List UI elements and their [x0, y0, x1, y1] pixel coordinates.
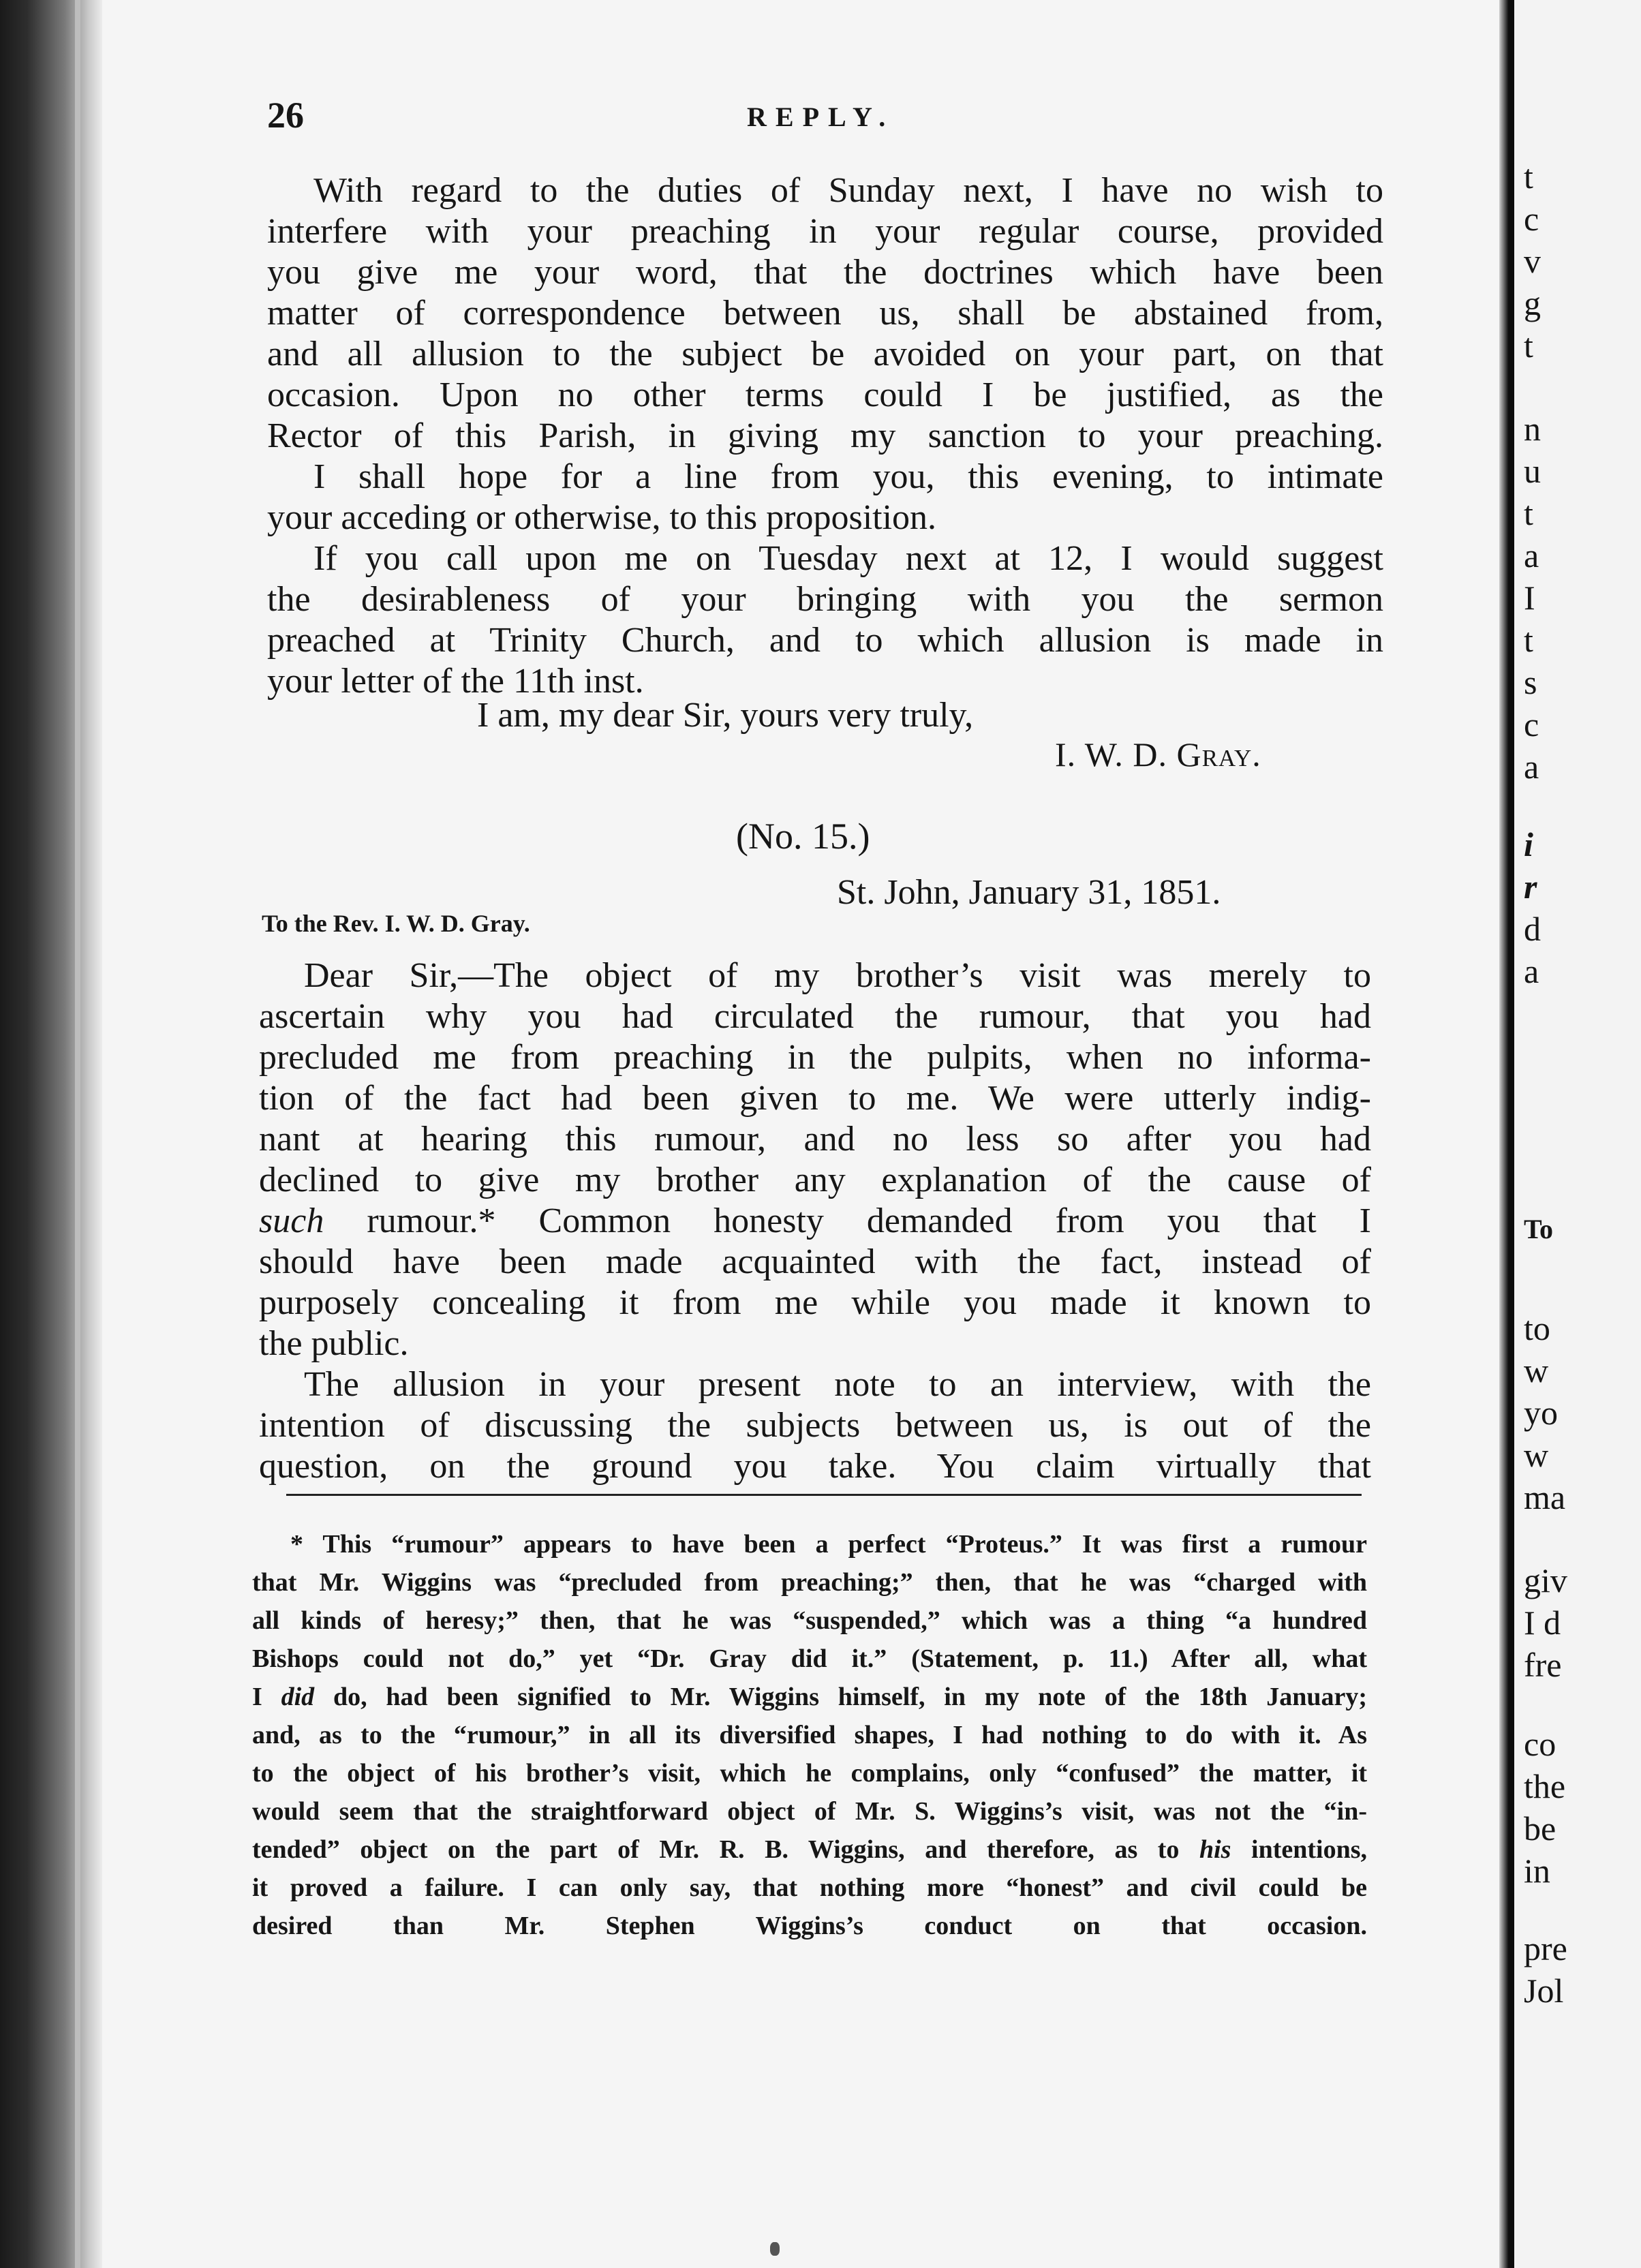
footnote-line: that Mr. Wiggins was “precluded from preaching;” then, that he was “charged with	[252, 1568, 1367, 1597]
adjacent-text: yo	[1524, 1394, 1558, 1432]
body-line: your acceding or otherwise, to this proposition.	[267, 498, 937, 537]
adjacent-text: a	[1524, 952, 1539, 990]
footnote-line: Bishops could not do,” yet “Dr. Gray did it.” (Statement, p. 11.) After all, what	[252, 1644, 1367, 1673]
adjacent-text: I	[1524, 579, 1535, 617]
adjacent-text: d	[1524, 910, 1541, 948]
adjacent-text: t	[1524, 494, 1533, 532]
adjacent-text: a	[1524, 536, 1539, 574]
adjacent-text: i	[1524, 825, 1533, 863]
body-line: If you call upon me on Tuesday next at 12, I would suggest	[313, 539, 1383, 578]
body-line: and all allusion to the subject be avoided on your part, on that	[267, 335, 1383, 373]
body-line: you give me your word, that the doctrines which have been	[267, 253, 1383, 292]
adjacent-text: giv	[1524, 1561, 1567, 1599]
adjacent-text: t	[1524, 157, 1533, 196]
adjacent-text: To	[1524, 1214, 1554, 1244]
body-line: question, on the ground you take. You claim virtually that	[259, 1447, 1371, 1486]
adjacent-page-fragment	[1514, 0, 1641, 2268]
adjacent-text: Jol	[1524, 1972, 1564, 2010]
body-line: the public.	[259, 1324, 409, 1363]
body-line: nant at hearing this rumour, and no less so after you had	[259, 1120, 1371, 1159]
adjacent-text: s	[1524, 663, 1537, 701]
footnote-text: I	[252, 1683, 281, 1711]
adjacent-text: u	[1524, 452, 1541, 490]
letter-closing: I am, my dear Sir, yours very truly,	[477, 696, 974, 735]
running-head: REPLY.	[747, 102, 895, 132]
emphasis-text: such	[259, 1201, 324, 1240]
body-line: should have been made acquainted with the fact, instead of	[259, 1242, 1371, 1281]
footnote-line: to the object of his brother’s visit, which he complains, only “confused” the matter, it	[252, 1759, 1367, 1788]
adjacent-text: ma	[1524, 1478, 1566, 1516]
letter-number: (No. 15.)	[736, 816, 870, 857]
footnote-rule	[286, 1494, 1362, 1496]
letter-addressee: To the Rev. I. W. D. Gray.	[262, 910, 530, 937]
body-line: precluded me from preaching in the pulpits, when no informa-	[259, 1038, 1371, 1077]
footnote-text: tended” object on the part of Mr. R. B. Wiggins, and therefore, as to	[252, 1835, 1199, 1864]
adjacent-text: fre	[1524, 1646, 1562, 1684]
emphasis-text: his	[1199, 1835, 1231, 1864]
footnote-line	[252, 1678, 1367, 1716]
body-line: declined to give my brother any explanation of the cause of	[259, 1161, 1371, 1199]
letter-dateline: St. John, January 31, 1851.	[837, 873, 1221, 912]
body-line: The allusion in your present note to an interview, with the	[304, 1365, 1371, 1404]
adjacent-text: t	[1524, 621, 1533, 659]
body-line: tion of the fact had been given to me. We were utterly indig-	[259, 1079, 1371, 1118]
body-line: I shall hope for a line from you, this evening, to intimate	[313, 457, 1383, 496]
adjacent-text: n	[1524, 410, 1541, 448]
adjacent-text: I d	[1524, 1604, 1561, 1642]
footnote-line: and, as to the “rumour,” in all its diversified shapes, I had nothing to do with it. As	[252, 1721, 1367, 1749]
body-text: rumour.* Common honesty demanded from you that I	[324, 1201, 1371, 1240]
adjacent-text: w	[1524, 1436, 1549, 1474]
adjacent-text: r	[1524, 868, 1537, 906]
footnote-text: do, had been signified to Mr. Wiggins himself, in my note of the 18th January;	[314, 1683, 1367, 1711]
body-line: matter of correspondence between us, shall be abstained from,	[267, 294, 1383, 333]
book-binding-edge	[0, 0, 102, 2268]
footnote-line: all kinds of heresy;” then, that he was “suspended,” which was a thing “a hundred	[252, 1606, 1367, 1635]
adjacent-text: in	[1524, 1852, 1550, 1890]
scan-speck	[770, 2242, 780, 2256]
body-line: preached at Trinity Church, and to which allusion is made in	[267, 621, 1383, 660]
adjacent-text: t	[1524, 326, 1533, 365]
body-line: occasion. Upon no other terms could I be justified, as the	[267, 376, 1383, 414]
footnote-line: * This “rumour” appears to have been a perfect “Proteus.” It was first a rumour	[290, 1530, 1367, 1559]
body-line: purposely concealing it from me while you made it known to	[259, 1283, 1371, 1322]
body-line: interfere with your preaching in your regular course, provided	[267, 212, 1383, 251]
footnote-line: would seem that the straightforward object of Mr. S. Wiggins’s visit, was not the “in-	[252, 1797, 1367, 1826]
adjacent-text: c	[1524, 200, 1539, 238]
adjacent-text: co	[1524, 1725, 1556, 1763]
body-line: your letter of the 11th inst.	[267, 662, 644, 701]
footnote-text: intentions,	[1231, 1835, 1367, 1864]
body-line: the desirableness of your bringing with you the sermon	[267, 580, 1383, 619]
adjacent-text: be	[1524, 1809, 1556, 1848]
body-line: intention of discussing the subjects between us, is out of the	[259, 1406, 1371, 1445]
adjacent-text: c	[1524, 705, 1539, 744]
adjacent-text: a	[1524, 748, 1539, 786]
adjacent-text: pre	[1524, 1929, 1567, 1967]
adjacent-text: v	[1524, 242, 1541, 280]
body-line: Dear Sir,—The object of my brother’s visit was merely to	[304, 956, 1371, 995]
footnote-line: it proved a failure. I can only say, that nothing more “honest” and civil could be	[252, 1873, 1367, 1902]
adjacent-text: to	[1524, 1309, 1550, 1347]
emphasis-text: did	[281, 1683, 315, 1711]
body-line	[259, 1201, 1371, 1242]
footnote-line: desired than Mr. Stephen Wiggins’s conduct on that occasion.	[252, 1912, 1367, 1940]
signature: I. W. D. Gray.	[1055, 735, 1261, 773]
adjacent-text: the	[1524, 1767, 1566, 1805]
body-line: With regard to the duties of Sunday next, I have no wish to	[313, 171, 1383, 210]
adjacent-text: g	[1524, 284, 1541, 322]
adjacent-text: w	[1524, 1351, 1549, 1390]
footnote-line	[252, 1830, 1367, 1869]
body-line: Rector of this Parish, in giving my sanction to your preaching.	[267, 416, 1383, 455]
body-line: ascertain why you had circulated the rumour, that you had	[259, 997, 1371, 1036]
page-number: 26	[267, 95, 304, 136]
